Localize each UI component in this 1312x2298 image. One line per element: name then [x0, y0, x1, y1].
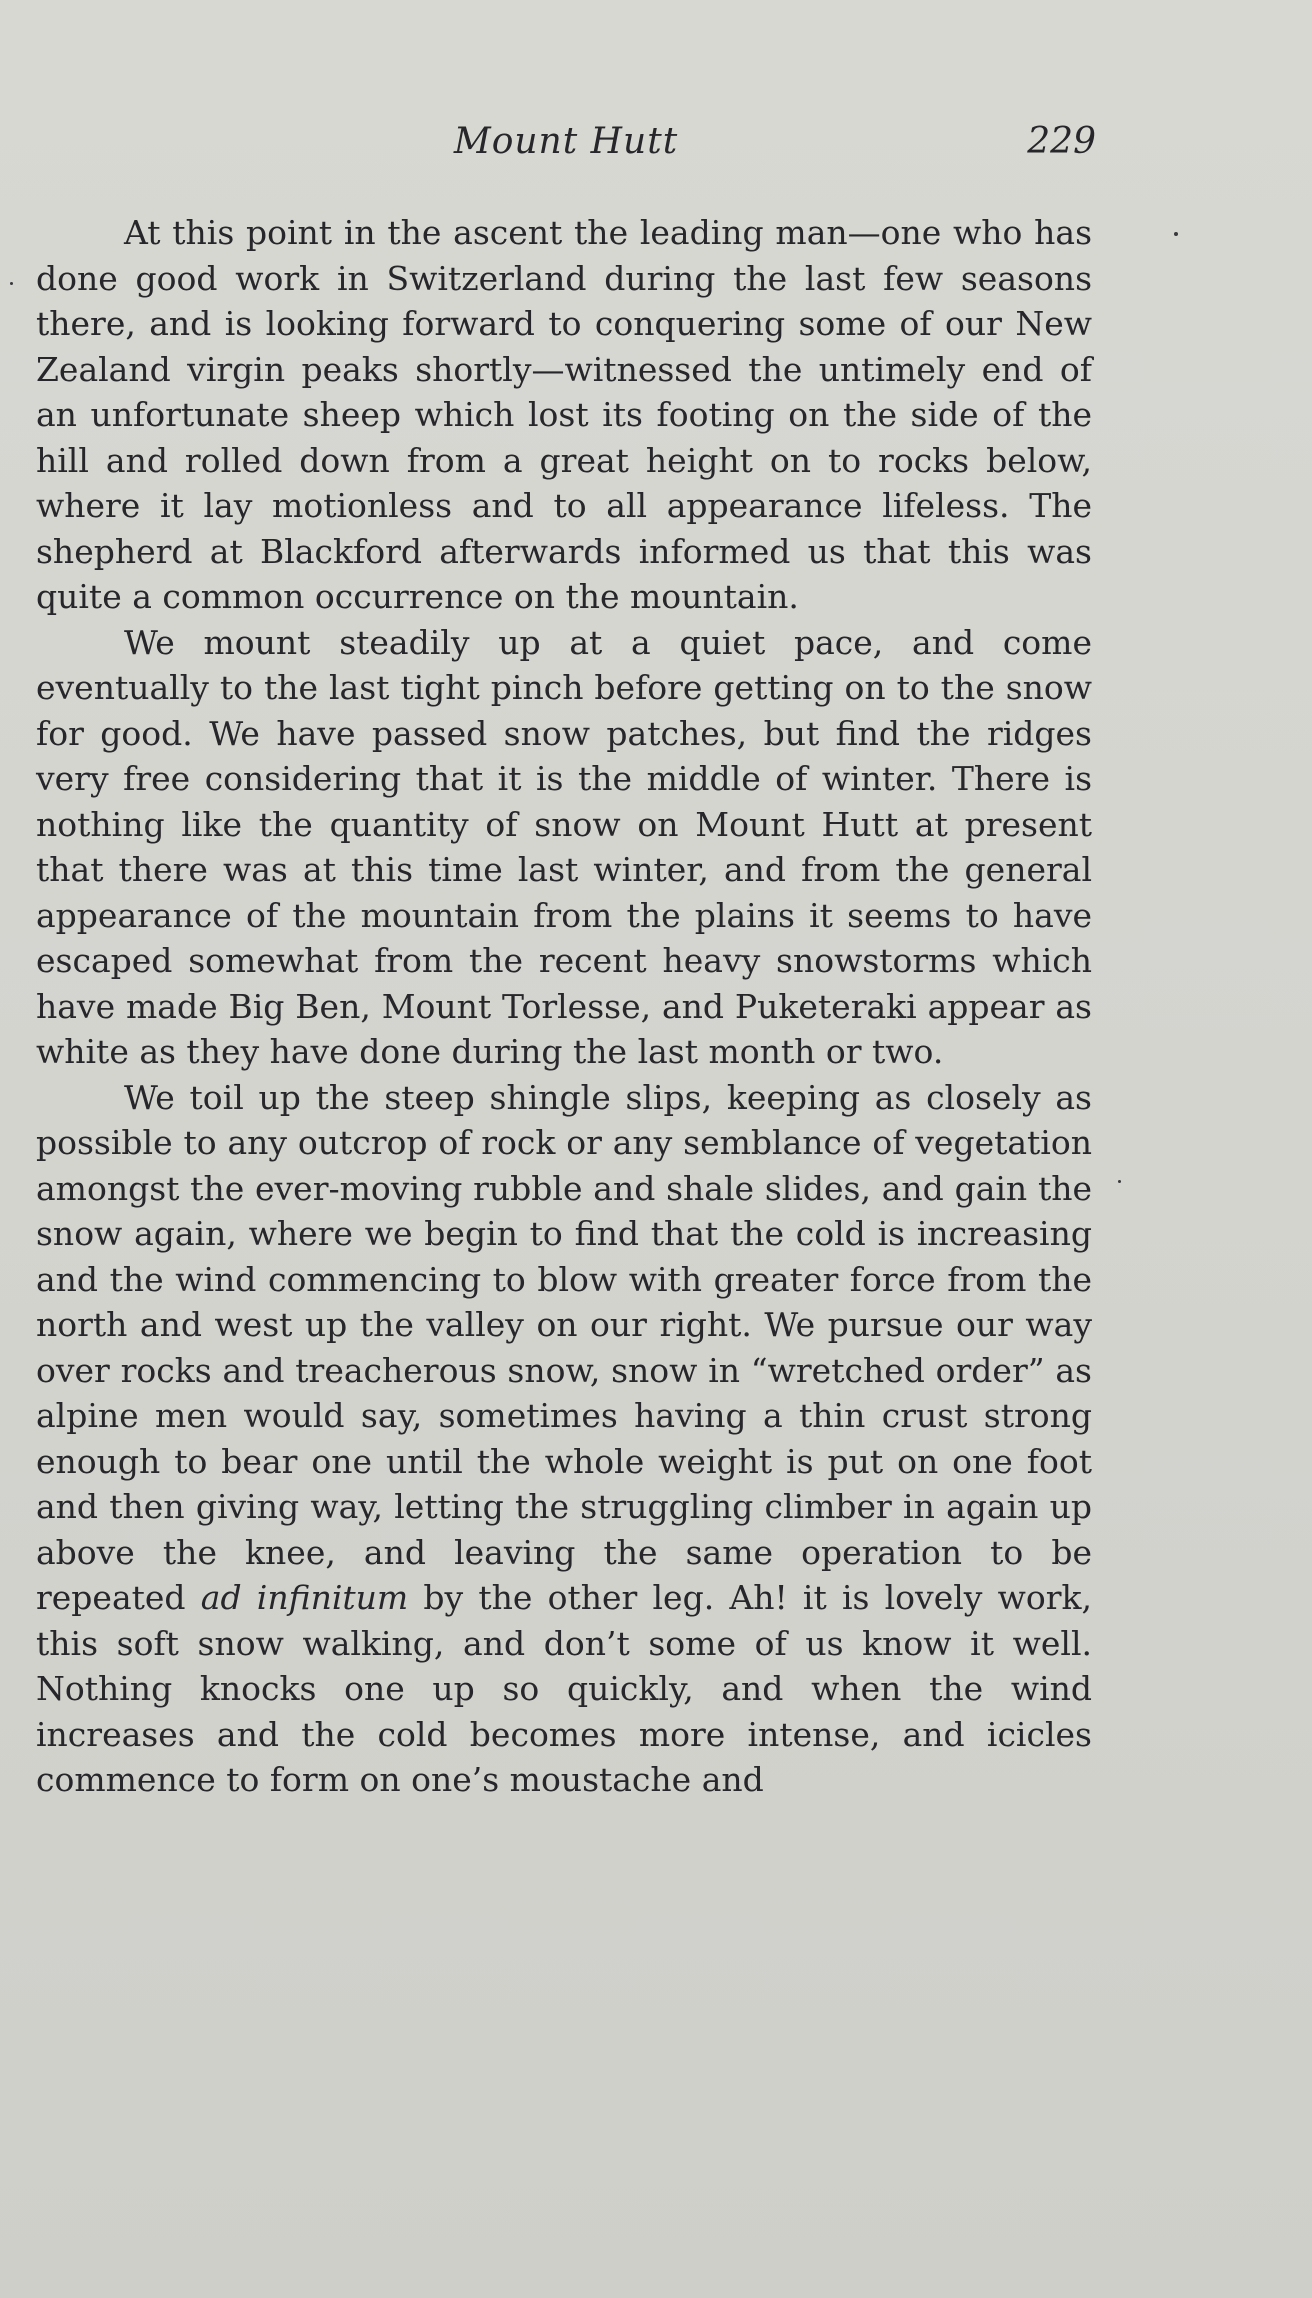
paragraph-3-text-before: We toil up the steep shingle slips, keeping as closely as possible to any outcrop of rock or any semblance of vegetation amongst the ever-moving rubble and shale slides, and gain the snow again, where we begin to find that the cold is increasing and the wind commencing to blow with greater force from the north and west up the valley on our right. We pursue our way over rocks and treacherous snow, snow in “wretched order” as alpine men would say, sometimes having a thin crust strong enough to bear one until the whole weight is put on one foot and then giving way, letting the struggling climber in again up above the knee, and leaving the same operation to be repeated [36, 1077, 1092, 1617]
running-head [36, 116, 1096, 168]
page-number: 229 [1027, 121, 1096, 162]
paragraph-3-text-after: by the other leg. Ah! it is lovely work, this soft snow walking, and don’t some of us know it well. Nothing knocks one up so quickly, and when the wind increases and the cold becomes more intense, and icicles commence to form on one’s moustache and [36, 1578, 1092, 1799]
body-text [36, 210, 1092, 1803]
speck-mark [10, 282, 13, 285]
running-head-title: Mount Hutt [453, 121, 679, 162]
paragraph-2: We mount steadily up at a quiet pace, and come eventually to the last tight pinch before getting on to the snow for good. We have passed snow patches, but find the ridges very free considering that it is the middle of winter. There is nothing like the quantity of snow on Mount Hutt at present that there was at this time last winter, and from the general appearance of the mountain from the plains it seems to have escaped somewhat from the recent heavy snowstorms which have made Big Ben, Mount Torlesse, and Puketeraki appear as white as they have done during the last month or two. [36, 622, 1092, 1071]
paragraph-3-italic-phrase: ad infinitum [200, 1578, 409, 1617]
paragraph-3 [36, 1075, 1092, 1803]
speck-mark [1118, 1180, 1121, 1183]
paragraph-1: At this point in the ascent the leading man—one who has done good work in Switzerland during the last few seasons there, and is looking forward to conquering some of our New Zealand virgin peaks shortly—witnessed the untimely end of an unfortunate sheep which lost its footing on the side of the hill and rolled down from a great height on to rocks below, where it lay motionless and to all appearance lifeless. The shepherd at Blackford afterwards informed us that this was quite a common occurrence on the mountain. [36, 213, 1092, 616]
speck-mark [1174, 232, 1178, 236]
